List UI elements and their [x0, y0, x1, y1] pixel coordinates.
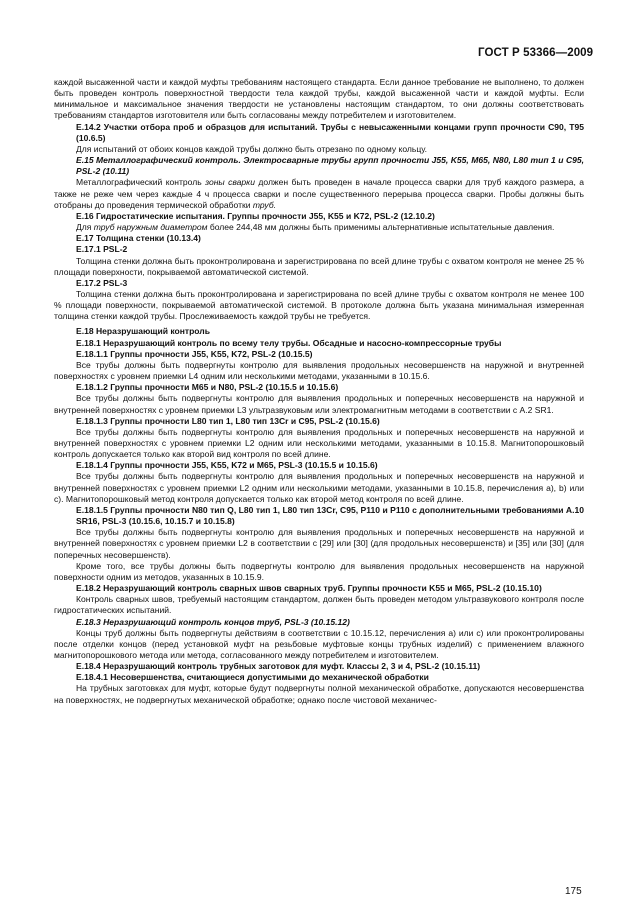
section-heading: Е.18.1.5 Группы прочности N80 тип Q, L80 тип 1, L80 тип 13Cr, С95, Р110 и Р110 с дополнительными требованиями А.10 SR16, PSL-3 (10.15.6, 10.15.7 и 10.15.8) — [76, 504, 584, 527]
text-span: Металлографический контроль — [76, 177, 206, 188]
section-heading: Е.16 Гидростатические испытания. Группы прочности J55, K55 и K72, PSL-2 (12.10.2) — [76, 210, 435, 221]
section-heading: Е.18.1.4 Группы прочности J55, K55, K72 и М65, PSL-3 (10.15.5 и 10.15.6) — [76, 460, 378, 471]
page-number: 175 — [565, 886, 582, 897]
paragraph — [54, 222, 584, 233]
section-heading: Е.17.2 PSL-3 — [76, 277, 128, 288]
italic-term: труб наружным диаметром — [93, 222, 208, 233]
italic-term: труб. — [252, 199, 277, 210]
paragraph: Все трубы должны быть подвергнуты контролю для выявления продольных и поперечных несовершенств на наружной и внутренней поверхностях с уровнем приемки L2 одним или несколькими методами, указанными в 10.15.8. Магнитопорошковый контроль допускается только как второй вид контроля по всей длине. — [54, 426, 584, 460]
paragraph: Все трубы должны быть подвергнуты контролю для выявления продольных и поперечных несовершенств на наружной и внутренней поверхностях с уровнем приемки L2 в соответствии с [29] или [30] (для продольных несовершенств) и [35] или [30] (для поперечных несовершенств). — [54, 527, 584, 560]
section-heading: Е.14.2 Участки отбора проб и образцов для испытаний. Трубы с невысаженными концами групп прочности С90, Т95 (10.6.5) — [76, 121, 584, 143]
section-heading: Е.18.1 Неразрушающий контроль по всему телу трубы. Обсадные и насосно-компрессорные трубы — [76, 337, 502, 348]
paragraph: На трубных заготовках для муфт, которые будут подвергнуты полной механической обработке, допускаются несовершенства на поверхностях, не подвергнутых механической обработке; однако после чистовой механичес- — [54, 683, 584, 705]
section-heading: Е.17.1 PSL-2 — [76, 244, 128, 255]
paragraph: Концы труб должны быть подвергнуты действиям в соответствии с 10.15.12, перечисления а) или с) или проконтролированы после отделки концов (перед установкой муфт на резьбовые муфтовые концы трубных изделий) с применением влажного магнитопорошкового метода или метода, согласованного между потребителем и изготовителем. — [54, 627, 584, 660]
paragraph: Кроме того, все трубы должны быть подвергнуты контролю для выявления продольных несовершенств на наружной поверхности одним из методов, указанных в 10.15.9. — [54, 560, 584, 582]
section-heading: Е.18.1.1 Группы прочности J55, K55, K72, PSL-2 (10.15.5) — [76, 348, 313, 359]
paragraph: Все трубы должны быть подвергнуты контролю для выявления продольных и поперечных несовершенств на наружной и внутренней поверхностях с уровнем приемки L2 одним или несколькими методами, указанными в 10.15.8, перечисления а), b) или с). Магнитопорошковый метод контроля допускается только как второй метод контроля по всей длине. — [54, 471, 584, 504]
paragraph: Толщина стенки должна быть проконтролирована и зарегистрирована по всей длине трубы с охватом контроля не менее 25 % площади поверхности, покрываемой автоматической системой. — [54, 255, 584, 277]
section-heading: Е.18 Неразрушающий контроль — [76, 326, 210, 337]
standard-header: ГОСТ Р 53366—2009 — [478, 47, 594, 59]
text-span: Для — [76, 222, 94, 233]
section-heading: Е.18.1.2 Группы прочности М65 и N80, PSL-2 (10.15.5 и 10.15.6) — [76, 382, 339, 393]
paragraph: Толщина стенки должна быть проконтролирована и зарегистрирована по всей длине трубы с охватом контроля не менее 100 % площади поверхности, покрываемой автоматической системой. В протоколе должна быть указана минимальная измеренная толщина стенки каждой трубы. Прослеживаемость каждой трубы не требуется. — [54, 288, 584, 322]
section-heading: Е.18.2 Неразрушающий контроль сварных швов сварных труб. Группы прочности K55 и М65, PSL-2 (10.15.10) — [76, 583, 542, 594]
section-heading: Е.15 Металлографический контроль. Электросварные трубы групп прочности J55, K55, M65, N80, L80 тип 1 и С95, PSL-2 (10.11) — [76, 155, 584, 177]
italic-term: зоны сварки — [205, 177, 255, 188]
paragraph: Все трубы должны быть подвергнуты контролю для выявления продольных несовершенств на наружной и внутренней поверхностях с уровнем приемки L4 одним или несколькими методами, указанными в 10.15.6. — [54, 359, 584, 382]
paragraph: Контроль сварных швов, требуемый настоящим стандартом, должен быть проведен методом ультразвукового контроля после гидростатических испытаний. — [54, 594, 584, 616]
paragraph: Для испытаний от обоих концов каждой трубы должно быть отрезано по одному кольцу. — [76, 143, 428, 154]
paragraph: Все трубы должны быть подвергнуты контролю для выявления продольных и поперечных несовершенств на наружной и внутренней поверхностях с уровнем приемки L3 ультразвуковым или электромагнитным методами в соответствии с А.2 SR1. — [54, 393, 584, 415]
section-heading: Е.18.1.3 Группы прочности L80 тип 1, L80 тип 13Cr и С95, PSL-2 (10.15.6) — [76, 415, 380, 426]
document-body — [54, 77, 584, 706]
section-heading: Е.17 Толщина стенки (10.13.4) — [76, 233, 201, 244]
section-heading: Е.18.4 Неразрушающий контроль трубных заготовок для муфт. Классы 2, 3 и 4, PSL-2 (10.15.11) — [76, 661, 481, 672]
paragraph — [54, 177, 584, 210]
text-span: должен быть проведен в начале процесса сварки для труб каждого размера, а также не реже чем через каждые 4 ч процесса сварки и после существенного перерыва процесса сварки. Пробы должны быть отобраны до проведения термической обработки — [54, 177, 585, 210]
section-heading: Е.18.3 Неразрушающий контроль концов труб, PSL-3 (10.15.12) — [76, 616, 350, 627]
paragraph: каждой высаженной части и каждой муфты требованиям настоящего стандарта. Если данное требование не выполнено, то должен быть проведен контроль поверхностной твердости тела каждой трубы, каждой высаженной части и каждой муфты. Если минимальное и максимальное значения твердости не установлены настоящим стандартом, то они должны соответствовать требованиям стандартов изготовителя или быть согласованы между потребителем и изготовителем. — [54, 77, 584, 121]
section-heading: Е.18.4.1 Несовершенства, считающиеся допустимыми до механической обработки — [76, 672, 429, 683]
text-span: более 244,48 мм должны быть применимы альтернативные испытательные давления. — [207, 222, 555, 233]
